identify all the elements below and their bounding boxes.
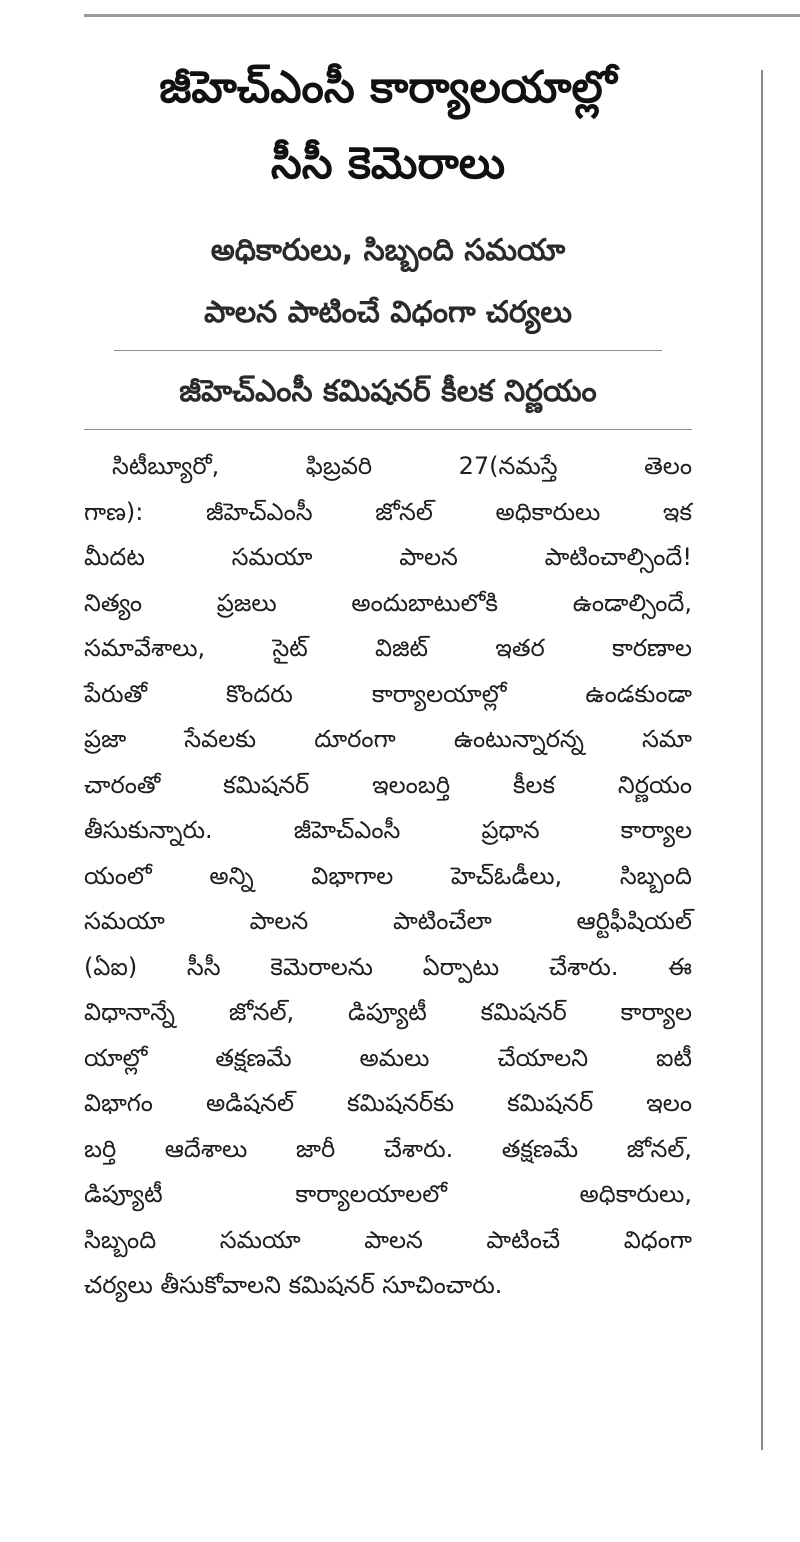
headline-line-2: సీసీ కెమెరాలు [270,138,506,189]
body-line: చర్యలు తీసుకోవాలని కమిషనర్‌ సూచించారు. [84,1271,503,1299]
body-line: సమావేశాలు, సైట్‌ విజిట్‌ ఇతర కారణాల [84,634,692,662]
body-line: సమయా పాలన పాటించేలా ఆర్టిఫీషియల్‌ [84,907,692,935]
subheadline-line-1: అధికారులు, సిబ్బంది సమయా [210,233,566,268]
column-divider-rule [761,70,763,1450]
body-line: పేరుతో కొందరు కార్యాలయాల్లో ఉండకుండా [84,679,692,708]
top-border-rule [84,14,800,17]
body-line: సిబ్బంది సమయా పాలన పాటించే విధంగా [84,1225,692,1254]
article-body [84,444,692,1309]
body-line: చారంతో కమిషనర్‌ ఇలంబర్తి కీలక నిర్ణయం [84,770,692,799]
news-article [84,50,692,1309]
body-line: గాణ): జీహెచ్‌ఎంసీ జోనల్‌ అధికారులు ఇక [84,497,692,526]
body-line: నిత్యం ప్రజలు అందుబాటులోకి ఉండాల్సిందే, [84,588,692,617]
subheadline-divider [114,350,662,351]
headline [84,50,692,202]
subheadline-line-2: పాలన పాటించే విధంగా చర్యలు [203,295,573,330]
body-line: విధానాన్నే జోనల్‌, డిప్యూటీ కమిషనర్‌ కార్యాల [84,998,692,1026]
body-line: మీదట సమయా పాలన పాటించాల్సిందే! [84,543,692,571]
kicker-line: జీహెచ్‌ఎంసీ కమిషనర్‌ కీలక నిర్ణయం [179,374,597,409]
body-line: యాల్లో తక్షణమే అమలు చేయాలని ఐటీ [84,1043,692,1072]
headline-line-1: జీహెచ్‌ఎంసీ కార్యాలయాల్లో [159,62,617,113]
body-line: విభాగం అడిషనల్‌ కమిషనర్‌కు కమిషనర్‌ ఇలం [84,1089,692,1117]
body-line: సిటీబ్యూరో, ఫిబ్రవరి 27(నమస్తే తెలం [112,452,692,480]
kicker-divider [84,429,692,430]
body-line: బర్తి ఆదేశాలు జారీ చేశారు. తక్షణమే జోనల్‌, [84,1134,692,1163]
body-line: (ఏఐ) సీసీ కెమెరాలను ఏర్పాటు చేశారు. ఈ [84,952,692,981]
subheadline [84,220,692,344]
body-line: తీసుకున్నారు. జీహెచ్‌ఎంసీ ప్రధాన కార్యాల [84,816,692,844]
body-line: యంలో అన్ని విభాగాల హెచ్‌ఓడీలు, సిబ్బంది [84,861,692,890]
body-line: ప్రజా సేవలకు దూరంగా ఉంటున్నారన్న సమా [84,725,692,753]
body-line: డిప్యూటీ కార్యాలయాలలో అధికారులు, [84,1180,692,1208]
